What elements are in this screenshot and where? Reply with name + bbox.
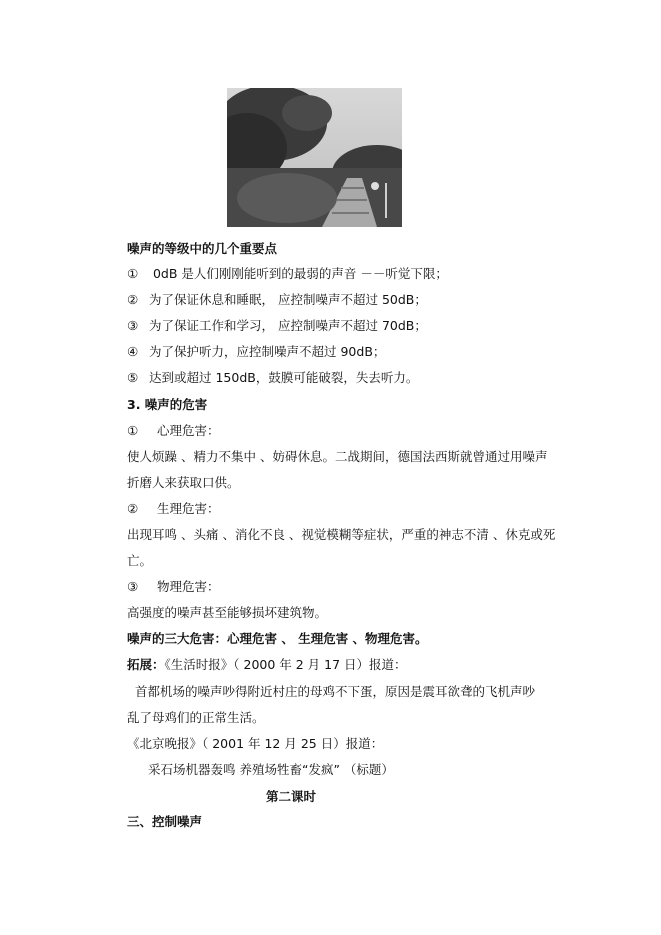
park-path-photo xyxy=(227,88,402,227)
story-text: 首都机场的噪声吵得附近村庄的母鸡不下蛋，原因是震耳欲聋的飞机声吵 xyxy=(135,684,536,699)
section-heading: 噪声的等级中的几个重要点 xyxy=(127,241,278,256)
physio-hazard-text-cont: 亡。 xyxy=(127,553,153,568)
psych-hazard-label: ① 心理危害： xyxy=(127,423,220,438)
physio-hazard-label: ② 生理危害： xyxy=(127,501,220,516)
physio-hazard-text: 出现耳鸣 、头痛 、消化不良 、视觉模糊等症状，严重的神志不清 、休克或死 xyxy=(127,527,556,542)
hazards-summary: 噪声的三大危害：心理危害 、 生理危害 、物理危害。 xyxy=(127,631,428,646)
extension-report: 拓展：《生活时报》（ 2000 年 2 月 17 日）报道： xyxy=(127,657,407,672)
story-text-cont: 乱了母鸡们的正常生活。 xyxy=(127,710,265,725)
lesson-2-title: 第二课时 xyxy=(266,789,317,804)
level-item: ⑤ 达到或超过 150dB，鼓膜可能破裂，失去听力。 xyxy=(127,370,419,385)
psych-hazard-text: 使人烦躁 、精力不集中 、妨碍休息。二战期间，德国法西斯就曾通过用噪声 xyxy=(127,449,548,464)
physical-hazard-label: ③ 物理危害： xyxy=(127,579,220,594)
level-item: ② 为了保证休息和睡眠， 应控制噪声不超过 50dB； xyxy=(127,292,427,307)
physical-hazard-text: 高强度的噪声甚至能够损坏建筑物。 xyxy=(127,605,328,620)
level-item: ③ 为了保证工作和学习， 应控制噪声不超过 70dB； xyxy=(127,318,427,333)
report-2: 《北京晚报》（ 2001 年 12 月 25 日）报道： xyxy=(127,736,384,751)
hazards-heading: 3. 噪声的危害 xyxy=(127,397,208,412)
level-item: ① 0dB 是人们刚刚能听到的最弱的声音 －－听觉下限； xyxy=(127,266,448,281)
control-heading: 三、控制噪声 xyxy=(127,814,203,829)
level-item: ④ 为了保护听力，应控制噪声不超过 90dB； xyxy=(127,344,386,359)
headline: 采石场机器轰鸣 养殖场牲畜“发疯” （标题） xyxy=(148,762,394,777)
psych-hazard-text-cont: 折磨人来获取口供。 xyxy=(127,475,240,490)
